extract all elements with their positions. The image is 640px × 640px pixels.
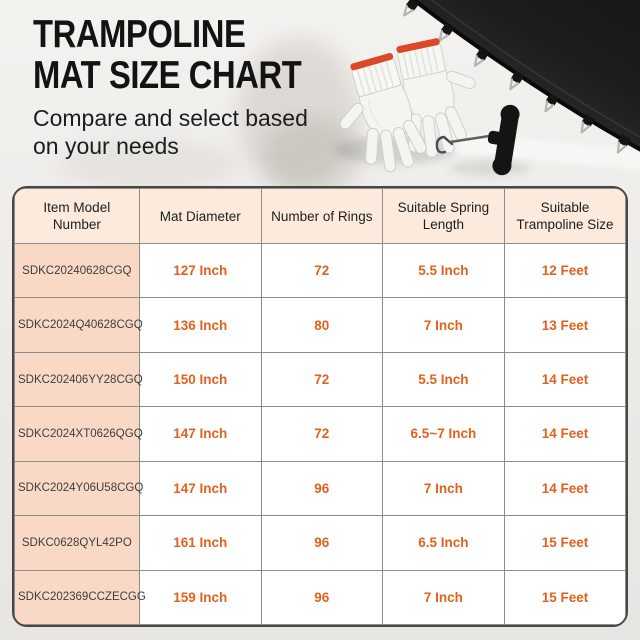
trampoline-size-cell: 14 Feet <box>504 407 625 461</box>
column-header-item-model-number: Item Model Number <box>15 189 140 244</box>
size-table-header-row <box>15 189 626 244</box>
trampoline-size-cell: 15 Feet <box>504 516 625 570</box>
mat-diameter-cell: 147 Inch <box>139 461 261 515</box>
model-number-cell: SDKC2024Y06U58CGQ <box>15 461 140 515</box>
page-subtitle <box>33 104 308 160</box>
rings-count-cell: 72 <box>261 244 382 298</box>
trampoline-size-cell: 12 Feet <box>504 244 625 298</box>
trampoline-size-cell: 13 Feet <box>504 298 625 352</box>
size-table-body <box>15 244 626 625</box>
spring-length-cell: 7 Inch <box>382 298 504 352</box>
spring-length-cell: 5.5 Inch <box>382 244 504 298</box>
subtitle-line-2: on your needs <box>33 133 179 159</box>
spring-length-cell: 7 Inch <box>382 461 504 515</box>
table-row <box>15 516 626 570</box>
rings-count-cell: 72 <box>261 352 382 406</box>
table-row <box>15 407 626 461</box>
mat-diameter-cell: 159 Inch <box>139 570 261 624</box>
size-table <box>14 188 626 625</box>
size-chart-table <box>12 186 628 627</box>
model-number-cell: SDKC20240628CGQ <box>15 244 140 298</box>
v-ring-icon <box>400 0 419 18</box>
column-header-number-of-rings: Number of Rings <box>261 189 382 244</box>
column-header-suitable-trampoline-size: Suitable Trampoline Size <box>504 189 625 244</box>
spring-length-cell: 7 Inch <box>382 570 504 624</box>
page-title <box>33 14 352 96</box>
title-line-2: MAT SIZE CHART <box>33 54 302 97</box>
mat-diameter-cell: 150 Inch <box>139 352 261 406</box>
mat-diameter-cell: 136 Inch <box>139 298 261 352</box>
table-row <box>15 461 626 515</box>
table-row <box>15 298 626 352</box>
mat-diameter-cell: 147 Inch <box>139 407 261 461</box>
mat-diameter-cell: 127 Inch <box>139 244 261 298</box>
rings-count-cell: 96 <box>261 461 382 515</box>
rings-count-cell: 80 <box>261 298 382 352</box>
subtitle-line-1: Compare and select based <box>33 105 308 131</box>
rings-count-cell: 96 <box>261 570 382 624</box>
model-number-cell: SDKC0628QYL42PO <box>15 516 140 570</box>
table-row <box>15 570 626 624</box>
mat-diameter-cell: 161 Inch <box>139 516 261 570</box>
spring-length-cell: 6.5~7 Inch <box>382 407 504 461</box>
rings-count-cell: 96 <box>261 516 382 570</box>
model-number-cell: SDKC202369CCZECGG <box>15 570 140 624</box>
column-header-mat-diameter: Mat Diameter <box>139 189 261 244</box>
spring-length-cell: 6.5 Inch <box>382 516 504 570</box>
table-row <box>15 352 626 406</box>
title-line-1: TRAMPOLINE <box>33 13 246 56</box>
trampoline-size-cell: 14 Feet <box>504 352 625 406</box>
table-row <box>15 244 626 298</box>
trampoline-size-cell: 14 Feet <box>504 461 625 515</box>
rings-count-cell: 72 <box>261 407 382 461</box>
trampoline-size-cell: 15 Feet <box>504 570 625 624</box>
model-number-cell: SDKC2024XT0626QGQ <box>15 407 140 461</box>
model-number-cell: SDKC2024Q40628CGQ <box>15 298 140 352</box>
model-number-cell: SDKC202406YY28CGQ <box>15 352 140 406</box>
spring-length-cell: 5.5 Inch <box>382 352 504 406</box>
column-header-suitable-spring-length: Suitable Spring Length <box>382 189 504 244</box>
